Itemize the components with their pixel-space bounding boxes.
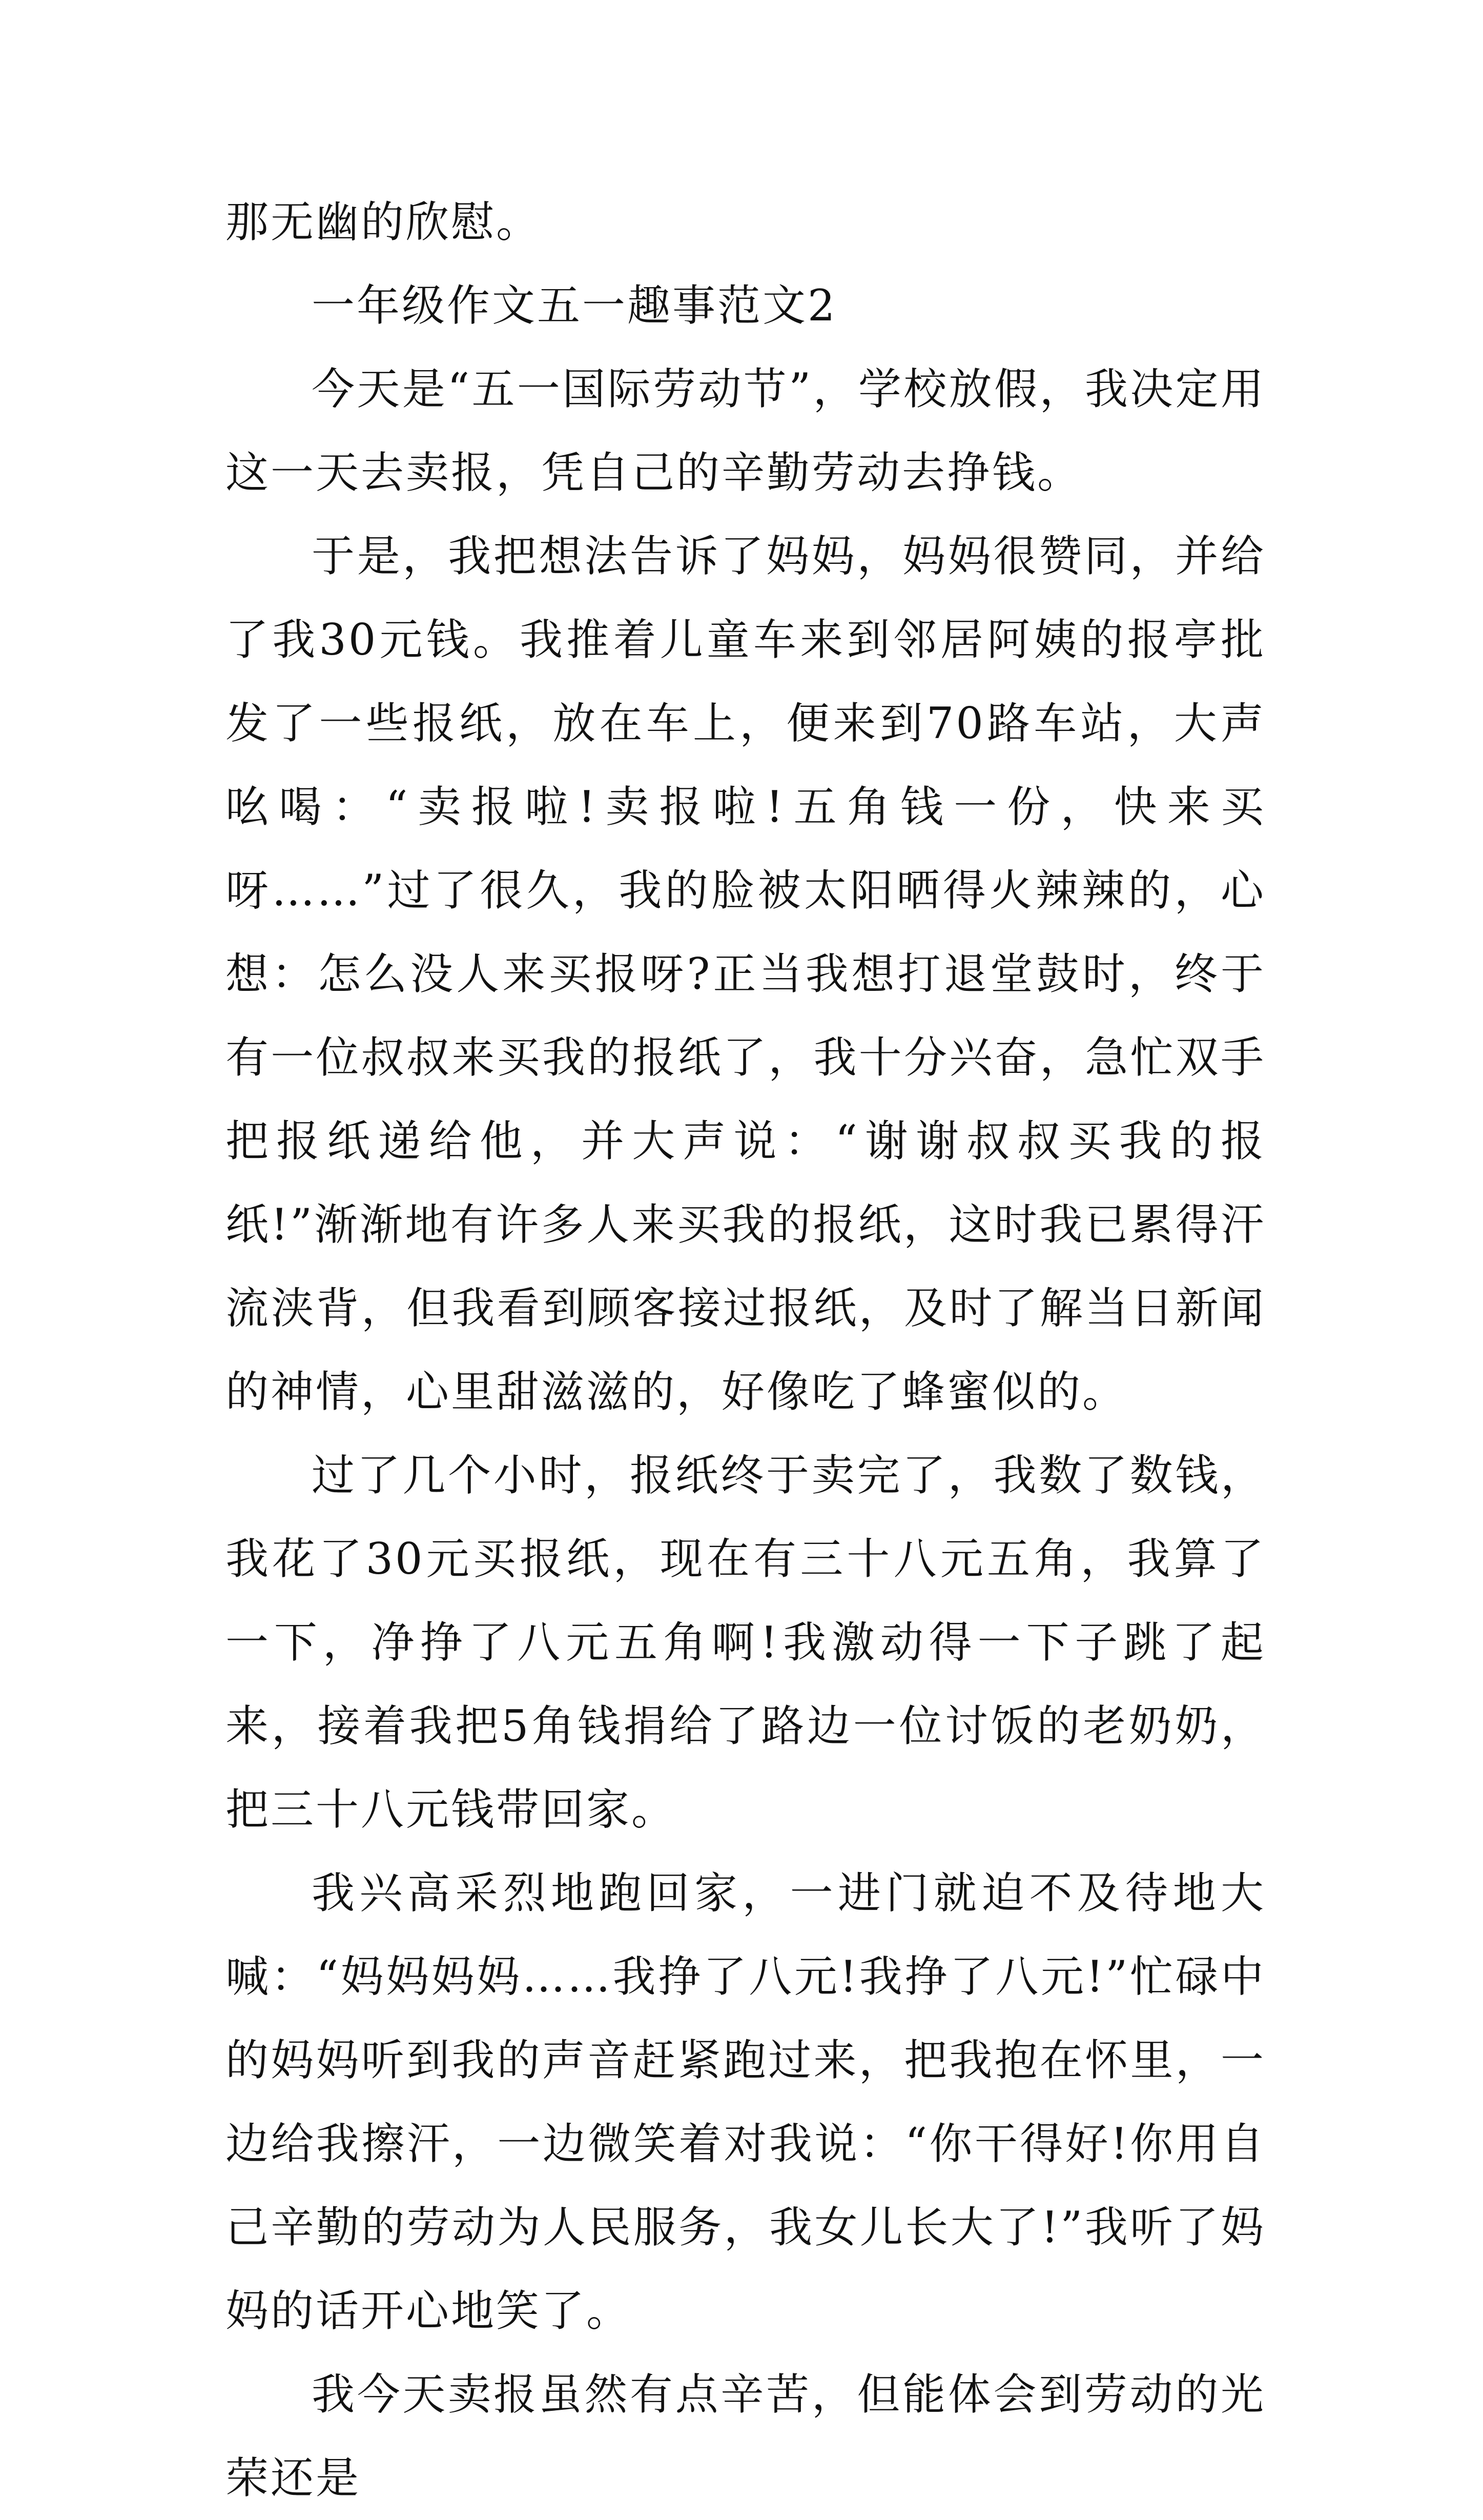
document-body <box>225 180 1266 2520</box>
paragraph-counting: 过了几个小时，报纸终于卖完了，我数了数钱，我花了30元买报纸，现在有三十八元五角，我算了一下，净挣了八元五角啊!我激动得一下子跳了起来，接着我把5角钱捐给了路边一位讨饭的老奶奶，把三十八元钱带回家。 <box>225 1450 1266 1835</box>
paragraph-intro: 今天是“五一国际劳动节”，学校放假，我决定用这一天去卖报，凭自己的辛勤劳动去挣钱。 <box>225 364 1266 498</box>
paragraph-continuation: 那无幽的欣慰。 <box>225 197 542 247</box>
essay-title: 一年级作文五一趣事范文2 <box>312 280 837 331</box>
paragraph-home: 我兴高采烈地跑回家，一进门就迫不及待地大喊：“妈妈妈妈……我挣了八元!我挣了八元!”忙碌中的妈妈听到我的声音赶紧跑过来，把我抱在怀里，一边给我擦汗，一边微笑着对我说：“你干得好!你用自己辛勤的劳动为人民服务，我女儿长大了!”我听了妈妈的话开心地笑了。 <box>225 1868 1266 2336</box>
paragraph-conclusion: 我今天卖报虽然有点辛苦，但能体会到劳动的光荣还是 <box>225 2369 1266 2503</box>
paragraph-selling: 于是，我把想法告诉了妈妈，妈妈很赞同，并给了我30元钱。我推着儿童车来到邻居阿姨的报亭批发了一些报纸，放在车上，便来到70路车站，大声吆喝：“卖报啦!卖报啦!五角钱一份，快来买呀……”过了很久，我的脸被太阳晒得火辣辣的，心想：怎么没人来买报呀?正当我想打退堂鼓时，终于有一位叔叔来买我的报纸了，我十分兴奋，急忙双手把报纸递给他，并大声说：“谢谢叔叔买我的报纸!”渐渐地有许多人来买我的报纸，这时我已累得汗流浃背，但我看到顾客接过报纸，及时了解当日新闻的神情，心里甜滋滋的，好像吃了蜂蜜似的。 <box>225 531 1266 1417</box>
